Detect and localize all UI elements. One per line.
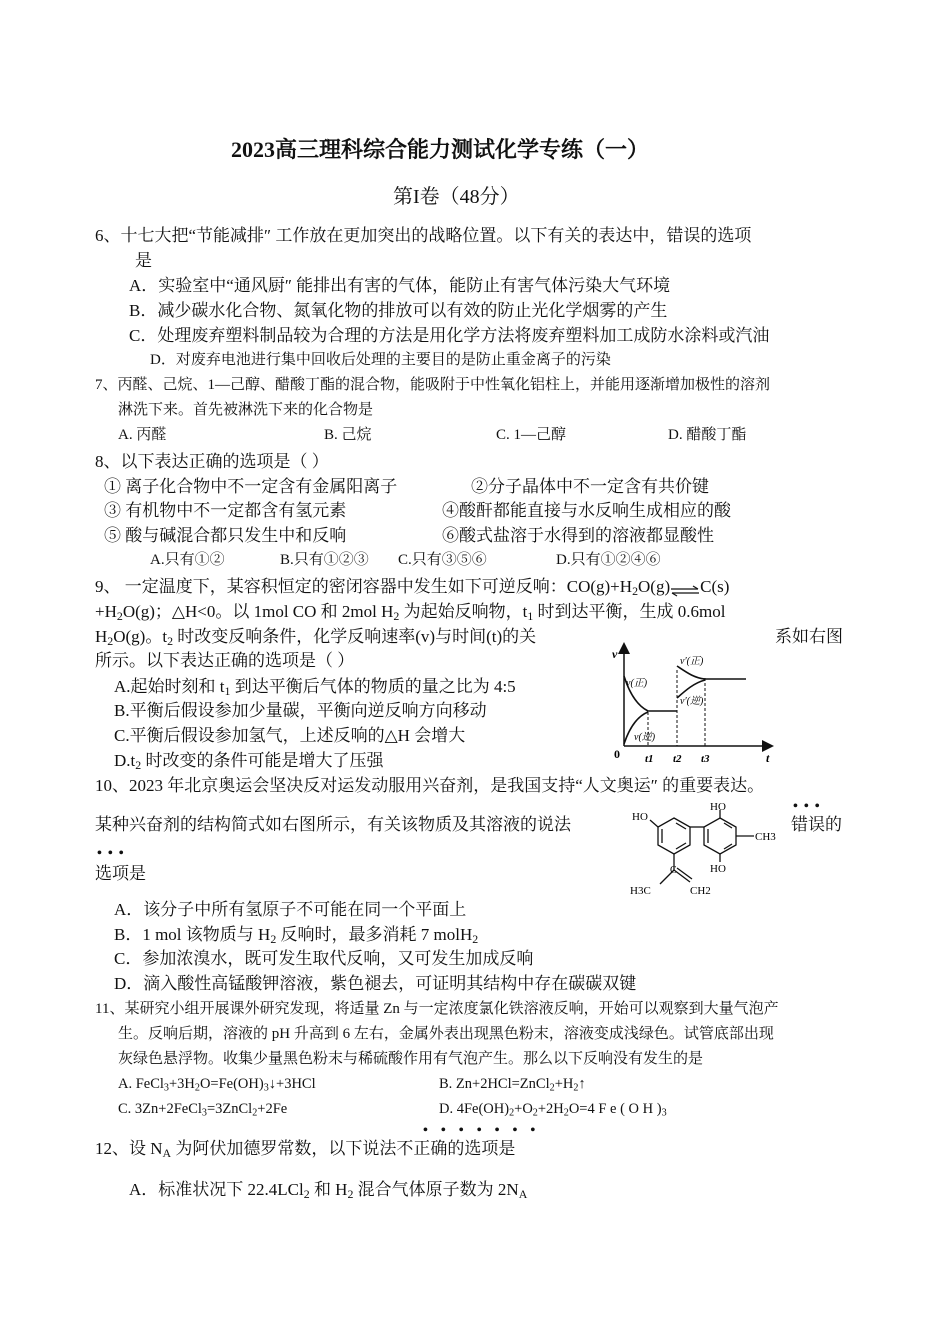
label-v-reverse: v(逆): [634, 732, 656, 743]
q9-line-3-end: 系如右图: [775, 627, 843, 646]
q11-option-b: B. $Zn+2HCl=ZnCl_2+H_2↑$: [439, 1076, 586, 1094]
q12-option-a: A．标准状况下 22.4LCl$_2$ 和 $H_2$ 混合气体原子数为 $2N_A$: [129, 1180, 528, 1201]
q8-statement-5: ⑤ 酸与碱混合都只发生中和反响: [104, 526, 347, 545]
q8-statement-6: ⑥酸式盐溶于水得到的溶液都显酸性: [442, 526, 714, 545]
q11-option-c: C. 3Zn+2FeCl$_3$=3ZnCl$_2$+2Fe: [118, 1101, 288, 1119]
q6-option-c: C．处理废弃塑料制品较为合理的方法是用化学方法将废弃塑料加工成防水涂料或汽油: [129, 326, 770, 345]
q8-statement-2: ②分子晶体中不一定含有共价键: [471, 477, 709, 496]
graph-x-label: t: [766, 751, 770, 765]
molecule-c: C: [670, 865, 677, 876]
q11-option-d: D. $4Fe(OH)_2+O_2+2H_2O=4$ F e ( O H )$_3$: [439, 1101, 667, 1119]
q8-statement-4: ④酸酐都能直接与水反响生成相应的酸: [442, 501, 731, 520]
q8-option-d: D.只有①②④⑥: [556, 552, 661, 568]
label-v-forward: v(正): [626, 678, 648, 689]
label-v-forward-prime: v′(正): [680, 656, 704, 667]
molecule-oh-top: HO: [710, 801, 726, 813]
q8-option-b: B.只有①②③: [280, 552, 369, 568]
q12-stem: 12、设 $N_A$ 为阿伏加德罗常数，以下说法不正确的选项是: [95, 1139, 516, 1160]
graph-tick-t2: t2: [673, 753, 682, 765]
q7-option-b: B. 己烷: [324, 427, 372, 443]
q9-line-2: $+H_2O(g)$；△H<0。以 1mol CO 和 2mol $H_2$ 为起始反响物，$t_1$ 时到达平衡，生成 0.6mol: [95, 602, 726, 623]
q6-option-a: A．实验室中“通风厨″ 能排出有害的气体，能防止有害气体污染大气环境: [129, 276, 671, 295]
q11-line-2: 生。反响后期，溶液的 pH 升高到 6 左右，金属外表出现黑色粉末，溶液变成浅绿色。试管底部出现: [118, 1026, 774, 1042]
q10-line-2-end: 错误的: [791, 815, 842, 834]
q10-option-a: A．该分子中所有氢原子不可能在同一个平面上: [114, 900, 467, 919]
q8-option-c: C.只有③⑤⑥: [398, 552, 487, 568]
label-v-reverse-prime: v′(逆): [680, 696, 704, 707]
q10-option-b: B．1 mol 该物质与 $H_2$ 反响时，最多消耗 7 molH$_2$: [114, 925, 479, 946]
q9-line-4: 所示。以下表达正确的选项是（ ）: [95, 651, 355, 670]
q8-option-a: A.只有①②: [150, 552, 225, 568]
q6-stem-cont: 是: [135, 251, 152, 270]
reversible-arrow-icon: [670, 582, 700, 594]
q10-stem: 10、2023 年北京奥运会坚决反对运发动服用兴奋剂，是我国支持“人文奥运″ 的重要表达。: [95, 776, 765, 795]
q6-stem: 6、十七大把“节能减排″ 工作放在更加突出的战略位置。以下有关的表达中，错误的选项: [95, 226, 752, 245]
molecule-ch2: CH2: [690, 885, 711, 897]
molecule-oh-bottom: HO: [710, 863, 726, 875]
emphasis-dots: •••: [793, 799, 826, 814]
q8-stem: 8、以下表达正确的选项是（ ）: [95, 452, 329, 471]
emphasis-dots: •••: [97, 846, 130, 861]
graph-y-label: v: [612, 647, 618, 661]
emphasis-dots: •••••••: [423, 1123, 549, 1138]
q10-option-d: D．滴入酸性高锰酸钾溶液，紫色褪去，可证明其结构中存在碳碳双键: [114, 974, 637, 993]
q9-option-c: C.平衡后假设参加氢气，上述反响的△H 会增大: [114, 726, 466, 745]
q6-option-d: D．对废弃电池进行集中回收后处理的主要目的是防止重金离子的污染: [150, 352, 611, 368]
section-title: 第I卷（48分）: [393, 186, 520, 208]
molecule-h3c: H3C: [630, 885, 651, 897]
curve-v-forward-prime: [677, 666, 746, 679]
q9-line-1: 9、 一定温度下，某容积恒定的密闭容器中发生如下可逆反响：$CO(g)+H_2O(g)$ C(s): [95, 577, 730, 598]
q10-option-c: C．参加浓溴水，既可发生取代反响，又可发生加成反响: [114, 949, 534, 968]
q9-line-3: $H_2O(g)$。$t_2$ 时改变反响条件，化学反响速率(v)与时间(t)的关: [95, 627, 537, 648]
rate-time-graph: [606, 640, 776, 770]
molecule-oh-left: HO: [632, 811, 648, 823]
q10-line-3: 选项是: [95, 864, 146, 883]
q11-stem: 11、某研究小组开展课外研究发现，将适量 Zn 与一定浓度氯化铁溶液反响，开始可以观察到大量气泡产: [95, 1001, 779, 1017]
q11-option-a: A. $FeCl_3+3H_2O=Fe(OH)_3↓+3HCl$: [118, 1076, 316, 1094]
q9-option-b: B.平衡后假设参加少量碳，平衡向逆反响方向移动: [114, 701, 487, 720]
q9-option-a: A.起始时刻和 $t_1$ 到达平衡后气体的物质的量之比为 4:5: [114, 677, 516, 698]
q6-option-b: B．减少碳水化合物、氮氧化物的排放可以有效的防止光化学烟雾的产生: [129, 301, 668, 320]
molecule-ch3: CH3: [755, 831, 776, 843]
q7-stem-cont: 淋洗下来。首先被淋洗下来的化合物是: [118, 402, 374, 418]
q11-line-3: 灰绿色悬浮物。收集少量黑色粉末与稀硫酸作用有气泡产生。那么以下反响没有发生的是: [118, 1051, 704, 1067]
q7-option-c: C. 1—己醇: [496, 427, 567, 443]
q10-line-2: 某种兴奋剂的结构简式如右图所示，有关该物质及其溶液的说法: [95, 815, 571, 834]
graph-tick-t1: t1: [645, 753, 654, 765]
q7-stem: 7、丙醛、己烷、1—己醇、醋酸丁酯的混合物，能吸附于中性氧化铝柱上，并能用逐渐增加极性的溶剂: [95, 377, 771, 393]
q8-statement-3: ③ 有机物中不一定都含有氢元素: [104, 501, 347, 520]
graph-tick-t3: t3: [701, 753, 710, 765]
graph-origin: 0: [614, 747, 620, 761]
q7-option-a: A. 丙醛: [118, 427, 167, 443]
q8-statement-1: ① 离子化合物中不一定含有金属阳离子: [104, 477, 398, 496]
q7-option-d: D. 醋酸丁酯: [668, 427, 747, 443]
molecule-structure: [624, 800, 794, 905]
q9-option-d: $D.t_2$ 时改变的条件可能是增大了压强: [114, 751, 384, 772]
page-title: 2023高三理科综合能力测试化学专练（一）: [231, 137, 650, 162]
